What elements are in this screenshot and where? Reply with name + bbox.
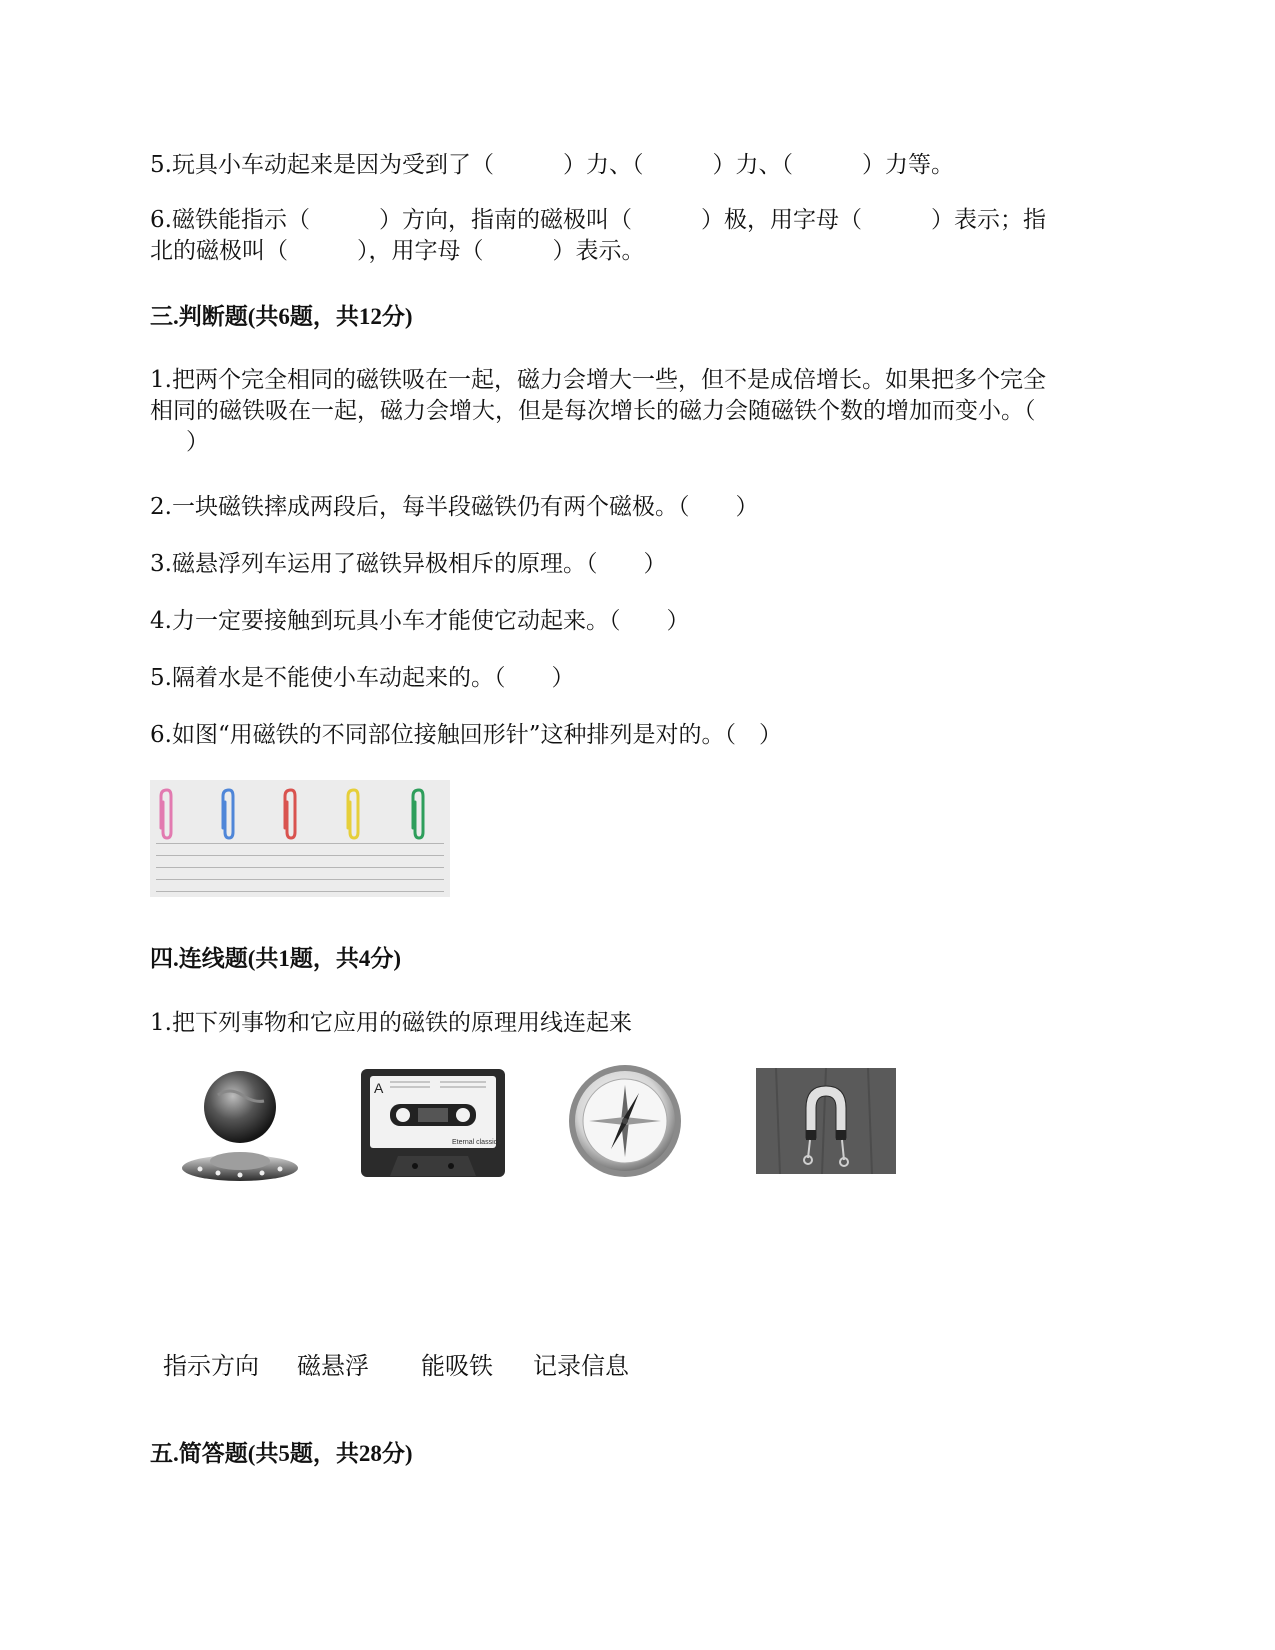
compass-icon	[567, 1063, 683, 1179]
fill-question-6-line1: 6.磁铁能指示（ ）方向，指南的磁极叫（ ）极，用字母（ ）表示；指	[150, 207, 1046, 233]
judge-question-4: 4.力一定要接触到玩具小车才能使它动起来。（ ）	[150, 608, 690, 634]
match-word-record-info: 记录信息	[533, 1352, 629, 1380]
judge-question-6: 6.如图“用磁铁的不同部位接触回形针”这种排列是对的。（ ）	[150, 722, 782, 748]
blue-paperclip-icon	[218, 786, 240, 842]
match-word-maglev: 磁悬浮	[297, 1352, 369, 1380]
judge-question-1-line2: 相同的磁铁吸在一起，磁力会增大，但是每次增长的磁力会随磁铁个数的增加而变小。（	[150, 398, 1036, 424]
paperclip-photo	[150, 780, 450, 897]
match-word-direction: 指示方向	[163, 1352, 259, 1380]
cassette-tape-icon	[360, 1068, 506, 1178]
judge-question-1-line3: ）	[186, 429, 209, 455]
green-paperclip-icon	[408, 786, 430, 842]
section-3-heading: 三.判断题(共6题，共12分)	[150, 304, 413, 329]
levitating-globe-icon	[180, 1065, 305, 1185]
judge-question-5: 5.隔着水是不能使小车动起来的。（ ）	[150, 665, 575, 691]
fill-question-5: 5.玩具小车动起来是因为受到了（ ）力、（ ）力、（ ）力等。	[150, 152, 954, 178]
fill-question-6-line2: 北的磁极叫（ ），用字母（ ）表示。	[150, 238, 645, 264]
cassette-side-label: A	[374, 1080, 384, 1096]
judge-question-1-line1: 1.把两个完全相同的磁铁吸在一起，磁力会增大一些，但不是成倍增长。如果把多个完全	[150, 367, 1046, 393]
cassette-brand-label: Eternal classics	[452, 1139, 501, 1146]
judge-question-2: 2.一块磁铁摔成两段后，每半段磁铁仍有两个磁极。（ ）	[150, 494, 759, 520]
section-5-heading: 五.简答题(共5题，共28分)	[150, 1441, 413, 1466]
match-question-1: 1.把下列事物和它应用的磁铁的原理用线连起来	[150, 1010, 632, 1036]
yellow-paperclip-icon	[343, 786, 365, 842]
section-4-heading: 四.连线题(共1题，共4分)	[150, 946, 402, 971]
red-paperclip-icon	[280, 786, 302, 842]
pink-paperclip-icon	[156, 786, 178, 842]
judge-question-3: 3.磁悬浮列车运用了磁铁异极相斥的原理。（ ）	[150, 551, 667, 577]
horseshoe-magnet-keys-icon	[756, 1068, 896, 1174]
match-word-attract-iron: 能吸铁	[421, 1352, 493, 1380]
